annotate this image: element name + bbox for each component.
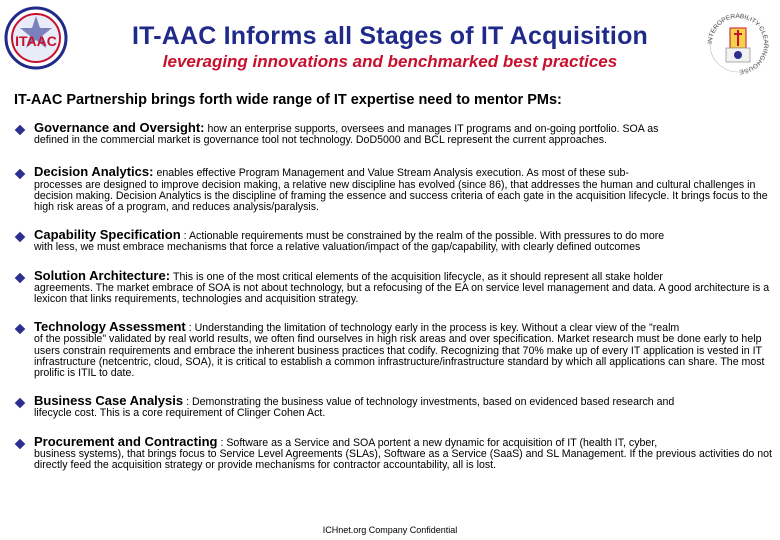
item-text-continued: with less, we must embrace mechanisms that force a relative valuation/impact of the gap/capability, with clearly defined outcomes <box>34 241 641 254</box>
item-heading: Capability Specification <box>34 227 181 243</box>
logo-text: ITAAC <box>15 33 57 49</box>
page-subtitle: leveraging innovations and benchmarked best practices <box>162 52 618 71</box>
list-item-solution-architecture <box>14 267 774 306</box>
item-text-continued: business systems), that brings focus to Service Level Agreements (SLAs), Software as a Service (SaaS) and SL Management. If the previous activities do not directly feed the acquisition strategy or provide mechanisms for contractor accountability, all is lost. <box>34 447 772 472</box>
diamond-bullet-icon <box>15 272 26 283</box>
diamond-bullet-icon <box>15 232 26 243</box>
item-text-continued: of the possible" validated by real world results, we often find ourselves in high risk areas and over specification. Market research must be done early to help users constrain requirements and embrace the inherent business practices that codify. Recognizing that 70% make up of every IT application is vested in IT infrastructure (netcentric, cloud, SOA), it is critical to establish a common infrastructure/infrastructure standard by which all applications can share. The most prolific is ITIL to date. <box>34 333 765 380</box>
item-text-continued: processes are designed to improve decision making, a relative new discipline has evolved (since 86), that addresses the human and cultural challenges in decision making. Decision Analytics is the discipline of framing the essence and success criteria of each gate in the acquisition lifecycle. It brings focus to the high risk areas of a program, and reduces analysis/paralysis. <box>34 178 768 214</box>
item-text: how an enterprise supports, oversees and manages IT programs and on-going portfolio. SOA as <box>207 123 659 135</box>
item-heading: Governance and Oversight: <box>34 120 205 135</box>
item-text-continued: defined in the commercial market is governance tool not technology. DoD5000 and BCL represent the current approaches. <box>34 134 607 147</box>
item-text: This is one of the most critical elements of the acquisition lifecycle, as it should represent all stake holder <box>173 270 663 283</box>
item-text: : Understanding the limitation of technology early in the process is key. Without a clear view of the "realm <box>188 322 680 335</box>
list-item-decision-analytics <box>14 166 774 213</box>
diamond-bullet-icon <box>15 324 26 335</box>
list-item-governance <box>14 122 774 146</box>
item-text: : Demonstrating the business value of technology investments, based on evidenced based research and <box>186 396 675 409</box>
item-heading: Business Case Analysis <box>34 393 184 409</box>
clearinghouse-ring-text: INTEROPERABILITY CLEARINGHOUSE <box>706 12 770 76</box>
footer-confidential: ICHnet.org Company Confidential <box>322 525 458 535</box>
list-item-business-case-analysis <box>14 395 774 419</box>
item-text: enables effective Program Management and Value Stream Analysis execution. As most of these sub- <box>156 167 629 180</box>
item-text-continued: agreements. The market embrace of SOA is not about technology, but a refocusing of the EA on service level management and data. A good architecture is a lexicon that links requirements, technologies and acquisition strategy. <box>34 281 770 306</box>
lead-text: IT-AAC Partnership brings forth wide range of IT expertise need to mentor PMs: <box>14 92 562 108</box>
item-heading: Decision Analytics: <box>34 164 154 180</box>
item-heading: Procurement and Contracting <box>34 433 218 449</box>
item-text: : Software as a Service and SOA portent a new dynamic for acquisition of IT (health IT, cyber, <box>220 436 658 449</box>
list-item-capability-specification <box>14 229 774 253</box>
expertise-list <box>14 122 774 471</box>
diamond-bullet-icon <box>15 398 26 409</box>
item-heading: Solution Architecture: <box>34 267 171 283</box>
diamond-bullet-icon <box>15 125 26 136</box>
list-item-procurement-contracting <box>14 433 774 472</box>
page-title: IT-AAC Informs all Stages of IT Acquisition <box>131 22 649 50</box>
diamond-bullet-icon <box>15 438 26 449</box>
diamond-bullet-icon <box>15 169 26 180</box>
item-text-continued: lifecycle cost. This is a core requirement of Clinger Cohen Act. <box>34 407 326 420</box>
item-heading: Technology Assessment <box>34 319 186 335</box>
list-item-technology-assessment <box>14 321 774 379</box>
item-text: : Actionable requirements must be constrained by the realm of the possible. With pressures to do more <box>183 230 665 243</box>
